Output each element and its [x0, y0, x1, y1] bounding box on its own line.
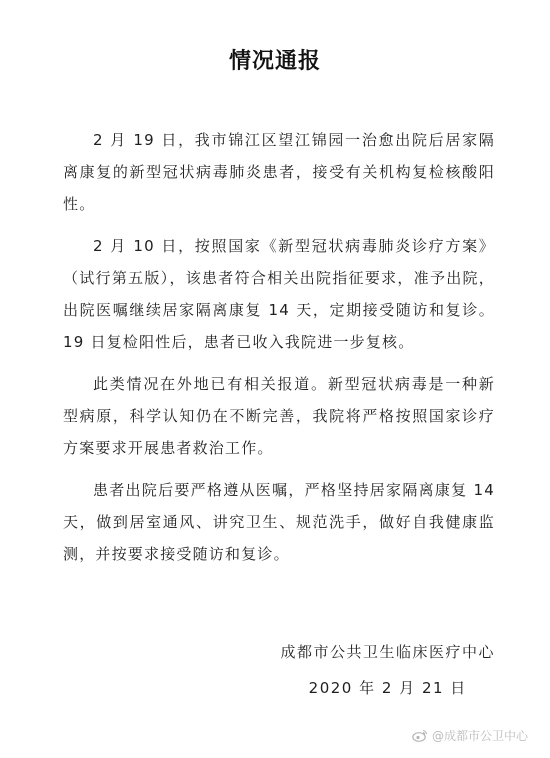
- watermark-text: @成都市公卫中心: [431, 729, 528, 743]
- weibo-icon: [412, 729, 428, 742]
- paragraph-4: 患者出院后要严格遵从医嘱，严格坚持居家隔离康复 14 天，做到居室通风、讲究卫生、规范洗手，做好自我健康监测，并按要求接受随访和复诊。: [63, 481, 495, 563]
- document-body: [63, 124, 495, 580]
- paragraph-2: 2 月 10 日，按照国家《新型冠状病毒肺炎诊疗方案》（试行第五版），该患者符合相关出院指征要求，准予出院，出院医嘱继续居家隔离康复 14 天，定期接受随访和复诊。19 日复检阳性后，患者已收入我院进一步复核。: [63, 237, 495, 351]
- document-title: 情况通报: [228, 49, 321, 74]
- signature-date: 2020 年 2 月 21 日: [308, 679, 467, 697]
- watermark: [412, 727, 528, 744]
- signature-block: [280, 634, 495, 706]
- signature-organization: 成都市公共卫生临床医疗中心: [280, 643, 495, 661]
- paragraph-3: 此类情况在外地已有相关报道。新型冠状病毒是一种新型病原，科学认知仍在不断完善，我院将严格按照国家诊疗方案要求开展患者救治工作。: [63, 375, 495, 457]
- paragraph-1: 2 月 19 日，我市锦江区望江锦园一治愈出院后居家隔离康复的新型冠状病毒肺炎患者，接受有关机构复检核酸阳性。: [63, 131, 495, 213]
